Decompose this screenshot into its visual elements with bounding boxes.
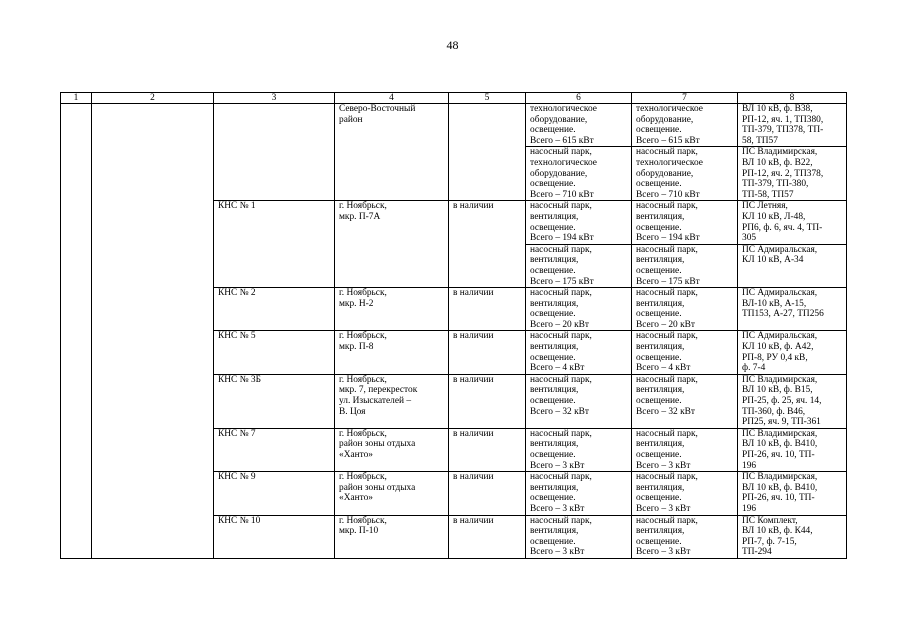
power-source-cell: ПС Адмиральская, КЛ 10 кВ, ф. А42, РП-8, РУ 0,4 кВ, ф. 7-4 xyxy=(738,331,847,374)
location-cell: г. Ноябрьск, мкр. П-10 xyxy=(335,515,449,558)
load-cell: насосный парк, вентиляция, освещение. Всего – 194 кВт xyxy=(526,201,632,244)
load-cell: насосный парк, технологическое оборудование, освещение. Всего – 710 кВт xyxy=(632,147,738,201)
station-name-cell xyxy=(214,104,335,201)
column-number: 7 xyxy=(632,93,738,104)
location-cell: г. Ноябрьск, район зоны отдыха «Ханто» xyxy=(335,472,449,515)
station-name-cell: КНС № 2 xyxy=(214,288,335,331)
location-cell: Северо-Восточный район xyxy=(335,104,449,201)
station-name-cell: КНС № 7 xyxy=(214,428,335,471)
power-source-cell: ПС Летняя, КЛ 10 кВ, Л-48, РП6, ф. 6, яч. 4, ТП- 305 xyxy=(738,201,847,244)
column-number: 1 xyxy=(61,93,92,104)
load-cell: насосный парк, вентиляция, освещение. Всего – 3 кВт xyxy=(526,515,632,558)
station-name-cell: КНС № 1 xyxy=(214,201,335,288)
location-cell: г. Ноябрьск, мкр. П-8 xyxy=(335,331,449,374)
column-number: 6 xyxy=(526,93,632,104)
load-cell: технологическое оборудование, освещение. Всего – 615 кВт xyxy=(632,104,738,147)
power-source-cell: ПС Владимирская, ВЛ 10 кВ, ф. В15, РП-25, ф. 25, яч. 14, ТП-360, ф. В46, РП25, яч. 9, ТП-361 xyxy=(738,374,847,428)
location-cell: г. Ноябрьск, район зоны отдыха «Ханто» xyxy=(335,428,449,471)
station-name-cell: КНС № 3Б xyxy=(214,374,335,428)
page-number: 48 xyxy=(446,38,459,52)
load-cell: насосный парк, вентиляция, освещение. Всего – 32 кВт xyxy=(632,374,738,428)
availability-cell: в наличии xyxy=(449,331,526,374)
location-cell: г. Ноябрьск, мкр. 7, перекресток ул. Изыскателей – В. Цоя xyxy=(335,374,449,428)
table-body xyxy=(61,104,847,559)
col1-cell xyxy=(61,104,92,559)
availability-cell: в наличии xyxy=(449,374,526,428)
availability-cell: в наличии xyxy=(449,201,526,288)
load-cell: насосный парк, вентиляция, освещение. Всего – 3 кВт xyxy=(526,472,632,515)
station-name-cell: КНС № 5 xyxy=(214,331,335,374)
column-number: 5 xyxy=(449,93,526,104)
load-cell: технологическое оборудование, освещение. Всего – 615 кВт xyxy=(526,104,632,147)
availability-cell: в наличии xyxy=(449,515,526,558)
power-source-cell: ПС Адмиральская, КЛ 10 кВ, А-34 xyxy=(738,244,847,287)
availability-cell: в наличии xyxy=(449,428,526,471)
load-cell: насосный парк, вентиляция, освещение. Всего – 175 кВт xyxy=(526,244,632,287)
load-cell: насосный парк, вентиляция, освещение. Всего – 4 кВт xyxy=(526,331,632,374)
load-cell: насосный парк, вентиляция, освещение. Всего – 3 кВт xyxy=(632,515,738,558)
station-name-cell: КНС № 9 xyxy=(214,472,335,515)
col2-cell xyxy=(92,104,214,559)
location-cell: г. Ноябрьск, мкр. П-7А xyxy=(335,201,449,288)
load-cell: насосный парк, вентиляция, освещение. Всего – 3 кВт xyxy=(632,472,738,515)
load-cell: насосный парк, вентиляция, освещение. Всего – 20 кВт xyxy=(526,288,632,331)
load-cell: насосный парк, технологическое оборудование, освещение. Всего – 710 кВт xyxy=(526,147,632,201)
load-cell: насосный парк, вентиляция, освещение. Всего – 20 кВт xyxy=(632,288,738,331)
location-cell: г. Ноябрьск, мкр. Н-2 xyxy=(335,288,449,331)
power-source-cell: ПС Владимирская, ВЛ 10 кВ, ф. В410, РП-26, яч. 10, ТП- 196 xyxy=(738,472,847,515)
load-cell: насосный парк, вентиляция, освещение. Всего – 175 кВт xyxy=(632,244,738,287)
load-cell: насосный парк, вентиляция, освещение. Всего – 32 кВт xyxy=(526,374,632,428)
station-name-cell: КНС № 10 xyxy=(214,515,335,558)
load-cell: насосный парк, вентиляция, освещение. Всего – 3 кВт xyxy=(526,428,632,471)
power-source-cell: ПС Владимирская, ВЛ 10 кВ, ф. В22, РП-12, яч. 2, ТП378, ТП-379, ТП-380, ТП-58, ТП57 xyxy=(738,147,847,201)
availability-cell: в наличии xyxy=(449,472,526,515)
column-number: 3 xyxy=(214,93,335,104)
load-cell: насосный парк, вентиляция, освещение. Всего – 4 кВт xyxy=(632,331,738,374)
power-source-cell: ВЛ 10 кВ, ф. В38, РП-12, яч. 1, ТП380, ТП-379, ТП378, ТП- 58, ТП57 xyxy=(738,104,847,147)
table-row xyxy=(61,104,847,147)
column-number: 2 xyxy=(92,93,214,104)
power-source-cell: ПС Комплект, ВЛ 10 кВ, ф. К44, РП-7, ф. 7-15, ТП-294 xyxy=(738,515,847,558)
column-number-row xyxy=(61,93,847,104)
availability-cell: в наличии xyxy=(449,288,526,331)
power-source-cell: ПС Адмиральская, ВЛ-10 кВ, А-15, ТП153, А-27, ТП256 xyxy=(738,288,847,331)
column-number: 4 xyxy=(335,93,449,104)
load-cell: насосный парк, вентиляция, освещение. Всего – 194 кВт xyxy=(632,201,738,244)
load-cell: насосный парк, вентиляция, освещение. Всего – 3 кВт xyxy=(632,428,738,471)
column-number: 8 xyxy=(738,93,847,104)
availability-cell xyxy=(449,104,526,201)
infrastructure-table xyxy=(60,92,847,559)
power-source-cell: ПС Владимирская, ВЛ 10 кВ, ф. В410, РП-26, яч. 10, ТП- 196 xyxy=(738,428,847,471)
